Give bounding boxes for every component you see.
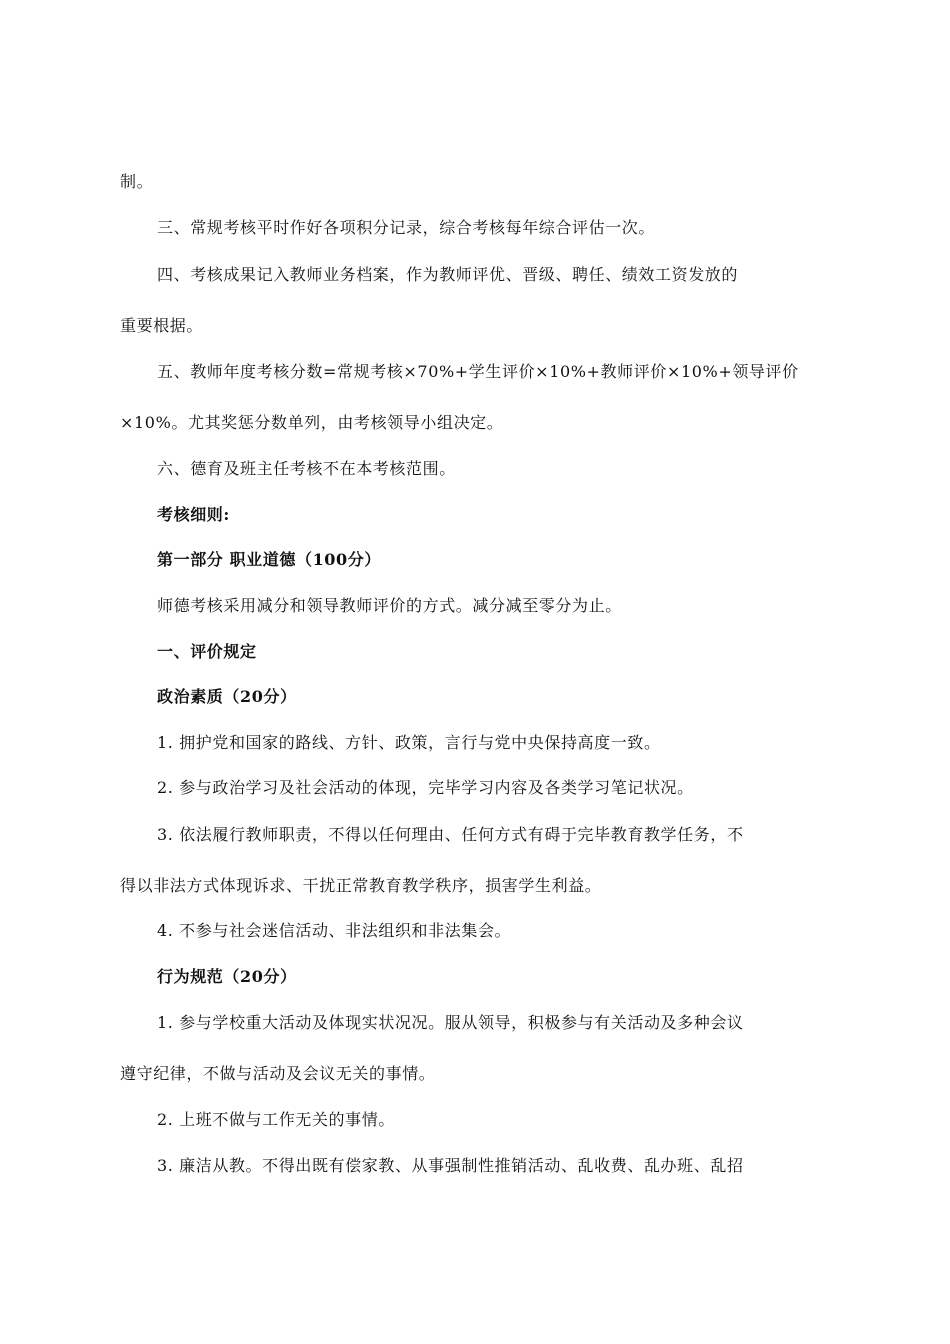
- section-heading: 政治素质（20分）: [157, 687, 297, 706]
- section-heading: 一、评价规定: [157, 642, 257, 661]
- paragraph-line: 六、德育及班主任考核不在本考核范围。: [157, 459, 456, 478]
- list-item: 1. 参与学校重大活动及体现实状况况。服从领导，积极参与有关活动及多种会议: [157, 1013, 744, 1032]
- paragraph-line: 四、考核成果记入教师业务档案，作为教师评优、晋级、聘任、绩效工资发放的: [157, 265, 739, 284]
- paragraph-line: 遵守纪律，不做与活动及会议无关的事情。: [120, 1064, 436, 1083]
- paragraph-line: 师德考核采用减分和领导教师评价的方式。减分减至零分为止。: [157, 596, 622, 615]
- paragraph-line: 得以非法方式体现诉求、干扰正常教育教学秩序，损害学生利益。: [120, 876, 602, 895]
- list-item: 2. 上班不做与工作无关的事情。: [157, 1110, 395, 1129]
- list-item: 3. 廉洁从教。不得出既有偿家教、从事强制性推销活动、乱收费、乱办班、乱招: [157, 1156, 744, 1175]
- list-item: 3. 依法履行教师职责，不得以任何理由、任何方式有碍于完毕教育教学任务，不: [157, 825, 744, 844]
- list-item: 2. 参与政治学习及社会活动的体现，完毕学习内容及各类学习笔记状况。: [157, 778, 694, 797]
- paragraph-line: 五、教师年度考核分数=常规考核×70%+学生评价×10%+教师评价×10%+领导评价: [157, 362, 799, 381]
- paragraph-line: 制。: [120, 172, 154, 191]
- list-item: 4. 不参与社会迷信活动、非法组织和非法集会。: [157, 921, 512, 940]
- paragraph-line: 重要根据。: [120, 316, 204, 335]
- paragraph-line: ×10%。尤其奖惩分数单列，由考核领导小组决定。: [120, 413, 504, 432]
- section-heading: 行为规范（20分）: [157, 967, 297, 986]
- section-heading: 第一部分 职业道德（100分）: [157, 550, 381, 569]
- list-item: 1. 拥护党和国家的路线、方针、政策，言行与党中央保持高度一致。: [157, 733, 661, 752]
- paragraph-line: 三、常规考核平时作好各项积分记录，综合考核每年综合评估一次。: [157, 218, 656, 237]
- section-heading: 考核细则:: [157, 505, 230, 524]
